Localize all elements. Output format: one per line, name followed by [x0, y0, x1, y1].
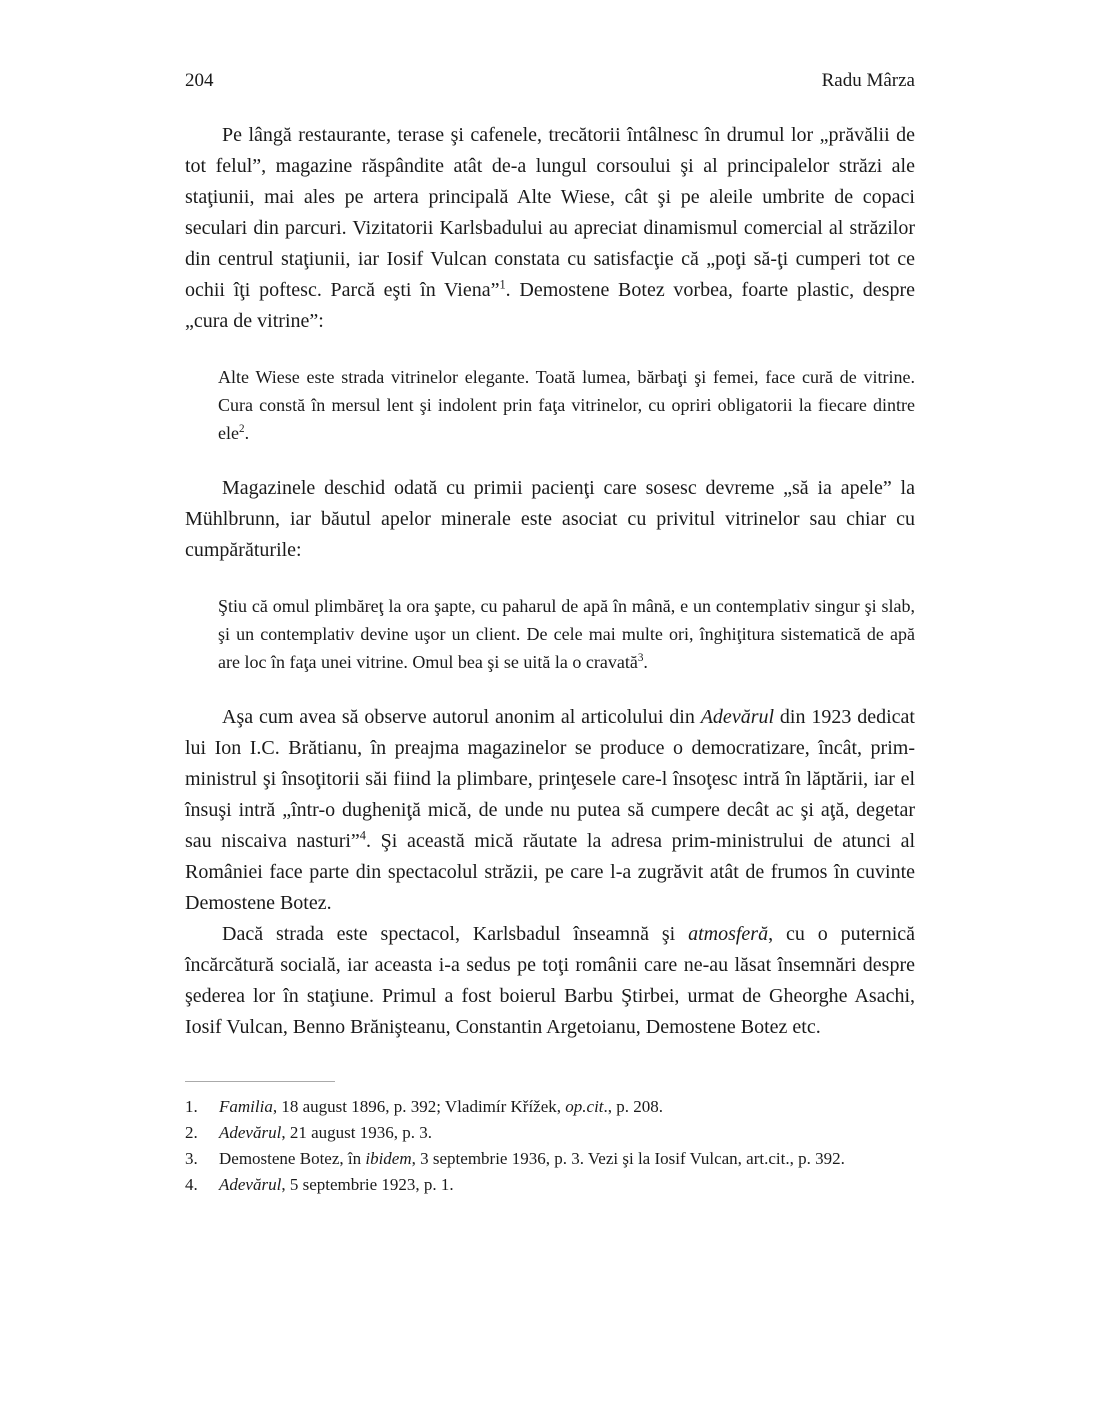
footnote-2 [185, 1120, 915, 1146]
italic-text: atmosferă [688, 923, 769, 945]
footnote-4 [185, 1172, 915, 1198]
footnote-text [219, 1172, 915, 1198]
italic-text: op.cit [565, 1097, 604, 1116]
italic-text: Adevărul [219, 1175, 282, 1194]
italic-text: Adevărul [700, 706, 775, 728]
text-run: Ştiu că omul plimbăreţ la ora şapte, cu paharul de apă în mână, e un contemplativ singur şi slab, şi un contemplativ devine uşor un client. De cele mai multe ori, înghiţitura sistematică de apă are loc în faţa unei vitrine. Omul bea şi se uită la o cravată [218, 596, 915, 672]
footnote-number: 1. [185, 1097, 198, 1116]
footnote-1 [185, 1094, 915, 1120]
footnotes-section [185, 1081, 915, 1198]
text-run: , cu o puternică încărcătură socială, iar aceasta i-a sedus pe toţi românii care ne-au lăsat însemnări despre şederea lor în staţiune. Primul a fost boierul Barbu Ştirbei, urmat de Gheorghe Asachi, Iosif Vulcan, Benno Brănişteanu, Constantin Argetoianu, Demostene Botez etc. [185, 923, 916, 1038]
footnote-number: 2. [185, 1123, 198, 1142]
text-run: , 3 septembrie 1936, p. 3. Vezi şi la Iosif Vulcan, art.cit., p. 392. [411, 1149, 845, 1168]
footnote-text [219, 1094, 915, 1120]
text-run: . Şi această mică răutate la adresa prim-ministrului de atunci al României face parte din spectacolul străzii, pe care l-a zugrăvit atât de frumos în cuvinte Demostene Botez. [185, 830, 916, 914]
text-run: ., p. 208. [603, 1097, 664, 1116]
text-run: , 21 august 1936, p. 3. [281, 1123, 432, 1142]
footnote-text [219, 1120, 915, 1146]
text-run: , 5 septembrie 1923, p. 1. [281, 1175, 454, 1194]
running-header [185, 70, 915, 92]
paragraph-4 [185, 919, 915, 1043]
text-run: . [643, 652, 648, 672]
text-run: . [244, 423, 250, 443]
text-run: Demostene Botez, în [219, 1149, 366, 1168]
text-run: Alte Wiese este strada vitrinelor elegante. Toată lumea, bărbaţi şi femei, face cură de vitrine. Cura constă în mersul lent şi indolent prin faţa vitrinelor, cu opriri obligatorii la fiecare dintre ele [218, 367, 915, 443]
text-run: Magazinele deschid odată cu primii pacienţi care sosesc devreme „să ia apele” la Mühlbrunn, iar băutul apelor minerale este asociat cu privitul vitrinelor sau chiar cu cumpărăturile: [185, 477, 915, 561]
page-body [185, 120, 915, 1043]
footnote-separator-rule [185, 1081, 335, 1082]
footnote-number: 3. [185, 1149, 198, 1168]
text-run: , 18 august 1896, p. 392; Vladimír Křížek, [272, 1097, 566, 1116]
paragraph-3 [185, 702, 915, 919]
running-head-author: Radu Mârza [821, 70, 915, 91]
paragraph-1 [185, 120, 915, 337]
block-quote-1 [185, 363, 915, 447]
text-run: Aşa cum avea să observe autorul anonim al articolului din [222, 706, 701, 728]
footnote-ref: 4 [359, 828, 366, 843]
footnote-text [219, 1146, 915, 1172]
text-run: Pe lângă restaurante, terase şi cafenele, trecătorii întâlnesc în drumul lor „prăvălii de tot felul”, magazine răspândite atât de-a lungul corsoului şi al principalelor străzi ale staţiunii, mai ales pe artera principală Alte Wiese, cât şi pe aleile umbrite de copaci seculari din parcuri. Vizitatorii Karlsbadului au apreciat dinamismul comercial al străzilor din centrul staţiunii, iar Iosif Vulcan constata cu satisfacţie că „poţi să-ţi cumperi tot ce ochii îţi poftesc. Parcă eşti în Viena” [185, 124, 915, 301]
italic-text: ibidem [365, 1149, 412, 1168]
paragraph-2 [185, 473, 915, 566]
footnote-ref: 1 [499, 277, 506, 292]
italic-text: Adevărul [219, 1123, 282, 1142]
footnote-3 [185, 1146, 915, 1172]
block-quote-2 [185, 592, 915, 676]
footnote-number: 4. [185, 1175, 198, 1194]
footnote-ref: 2 [238, 423, 245, 435]
text-run: . Demostene Botez vorbea, foarte plastic, despre „cura de vitrine”: [185, 279, 915, 332]
text-run: din 1923 dedicat lui Ion I.C. Brătianu, în preajma magazinelor se produce o democratizare, încât, prim-ministrul şi însoţitorii săi fiind la plimbare, prinţesele care-l însoţesc intră în lăptării, iar el însuşi intră „într-o dugheniţă mică, de unde nu putea să cumpere decât ac şi aţă, degetar sau niscaiva nasturi” [185, 706, 915, 852]
page-number: 204 [185, 70, 214, 91]
footnote-ref: 3 [637, 652, 644, 664]
text-run: Dacă strada este spectacol, Karlsbadul înseamnă şi [222, 923, 689, 945]
italic-text: Familia [219, 1097, 273, 1116]
